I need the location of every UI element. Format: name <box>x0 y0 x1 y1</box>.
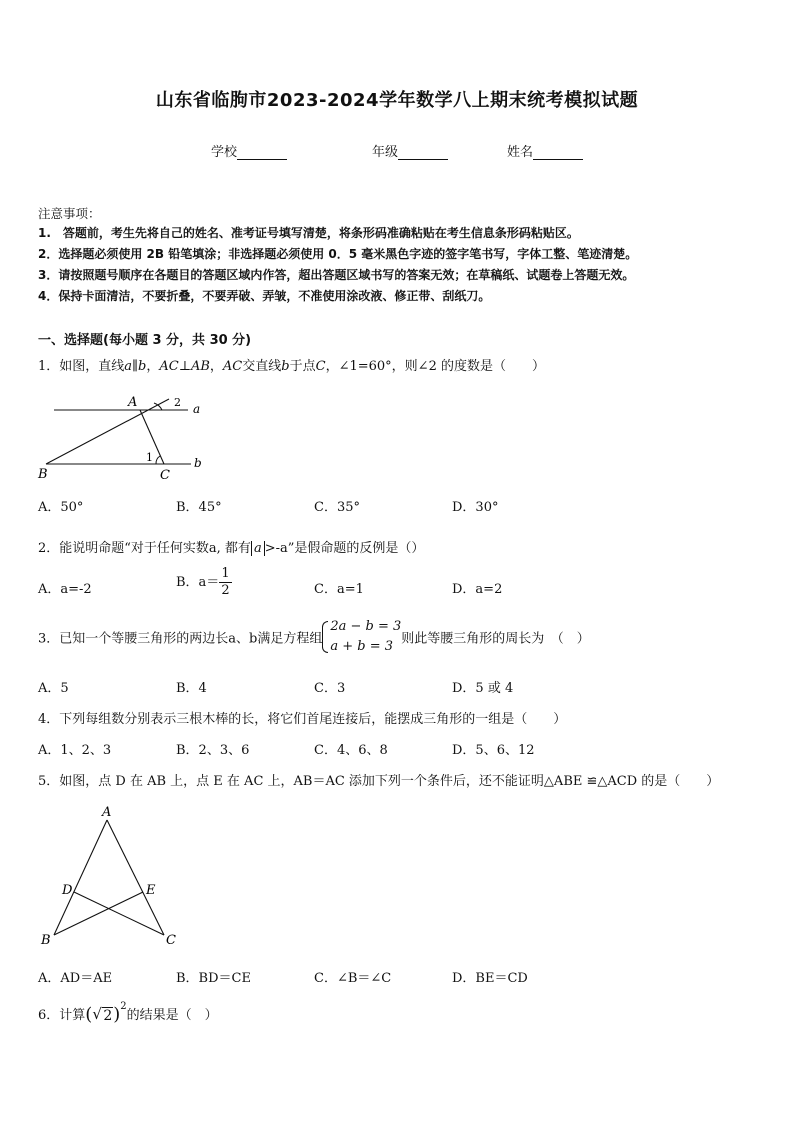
q2-option-c[interactable]: C．a=1 <box>314 582 364 597</box>
q3-text-part: 则此等腰三角形的周长为 （ ） <box>401 631 590 647</box>
q4-option-d[interactable]: D．5、6、12 <box>452 743 535 758</box>
q1-text-part: 于点 <box>289 359 316 374</box>
notes-heading: 注意事项： <box>38 206 101 221</box>
q4-option-a[interactable]: A．1、2、3 <box>38 743 112 758</box>
q3-option-c[interactable]: C．3 <box>314 681 346 696</box>
q5-option-c[interactable]: C．∠B＝∠C <box>314 971 392 986</box>
q5-figure <box>36 800 186 950</box>
q1-math: C <box>315 359 326 374</box>
q1-math: b <box>281 359 290 374</box>
label-b-point: B <box>38 467 48 482</box>
label-c-point: C <box>160 468 170 483</box>
q1-text-part: 如图，直线 <box>59 359 125 374</box>
section-heading: 一、选择题(每小题 3 分，共 30 分) <box>38 333 252 348</box>
school-field <box>211 141 287 160</box>
q2-text-part: 2．能说明命题“对于任何实数a, 都有 <box>38 541 251 556</box>
q6-expression: ( √ 2)$^2$ <box>85 1001 127 1025</box>
exponent: 2 <box>120 1001 127 1012</box>
note-item: 3．请按照题号顺序在各题目的答题区域内作答，超出答题区域书写的答案无效；在草稿纸、试题卷上答题无效。 <box>38 268 635 282</box>
q6-text-part: 的结果是（ ） <box>126 1008 218 1023</box>
question-6-text <box>38 1000 218 1030</box>
label-angle-1: 1 <box>146 451 153 464</box>
name-field <box>507 141 583 160</box>
q1-math: AC <box>222 359 243 374</box>
q2-abs-a: a <box>251 541 265 556</box>
segment-ab <box>54 820 107 935</box>
q3-option-d[interactable]: D．5 或 4 <box>452 681 514 696</box>
q5-option-d[interactable]: D．BE＝CD <box>452 971 528 986</box>
question-5-text: 5．如图，点 D 在 AB 上，点 E 在 AC 上，AB＝AC 添加下列一个条件后，还不能证明△ABE ≌△ACD 的是（ ） <box>38 774 720 789</box>
q2-option-a[interactable]: A．a=-2 <box>38 582 92 597</box>
sqrt-icon: √ <box>92 1005 102 1023</box>
exam-title: 山东省临朐市2023-2024学年数学八上期末统考模拟试题 <box>155 90 639 111</box>
q1-option-c[interactable]: C．35° <box>314 500 360 515</box>
school-blank[interactable] <box>237 145 287 160</box>
q5-option-b[interactable]: B．BD＝CE <box>176 971 251 986</box>
q1-number: 1． <box>38 359 60 374</box>
segment-cd <box>74 892 164 935</box>
label-point-c: C <box>166 933 176 948</box>
angle-1-arc <box>156 456 160 464</box>
q5-option-a[interactable]: A．AD＝AE <box>38 971 113 986</box>
q1-figure <box>36 388 216 483</box>
grade-field <box>372 141 448 160</box>
q3-equation-1: 2a − b = 3 <box>330 619 402 634</box>
question-4-text: 4．下列每组数分别表示三根木棒的长，将它们首尾连接后，能摆成三角形的一组是（ ） <box>38 712 567 727</box>
q2-option-b[interactable] <box>176 566 232 599</box>
segment-ac <box>107 820 164 935</box>
q3-text-part: 3．已知一个等腰三角形的两边长a、b满足方程组 <box>38 631 323 647</box>
fraction-denominator: 2 <box>221 583 230 598</box>
q6-text-part: 6．计算 <box>38 1008 86 1023</box>
q2-fraction <box>219 566 231 599</box>
question-3-text <box>38 617 590 657</box>
q4-option-b[interactable]: B．2、3、6 <box>176 743 250 758</box>
q4-option-c[interactable]: C．4、6、8 <box>314 743 388 758</box>
question-1-text <box>38 355 545 374</box>
q3-option-a[interactable]: A．5 <box>38 681 69 696</box>
segment-be <box>54 892 143 935</box>
radicand: 2 <box>103 1008 113 1024</box>
q1-option-b[interactable]: B．45° <box>176 500 222 515</box>
grade-label: 年级 <box>372 145 399 160</box>
q1-text-part: 交直线 <box>242 359 282 374</box>
q1-option-d[interactable]: D．30° <box>452 500 499 515</box>
q2-option-d[interactable]: D．a=2 <box>452 582 503 597</box>
label-a-point: A <box>128 395 138 410</box>
q2-option-b-label: B．a＝ <box>176 575 220 590</box>
label-point-d: D <box>62 883 73 898</box>
school-label: 学校 <box>211 145 238 160</box>
q3-equation-system <box>322 617 401 657</box>
grade-blank[interactable] <box>398 145 448 160</box>
label-point-e: E <box>146 883 156 898</box>
label-angle-2: 2 <box>174 396 181 409</box>
note-item: 1. 答题前，考生先将自己的姓名、准考证号填写清楚，将条形码准确粘贴在考生信息条形码粘贴区。 <box>38 226 579 240</box>
label-line-a: a <box>193 402 201 416</box>
label-line-b: b <box>194 456 202 470</box>
label-point-a: A <box>102 805 112 820</box>
q1-text-part: ， <box>209 359 223 374</box>
note-item: 4．保持卡面清洁，不要折叠，不要弄破、弄皱，不准使用涂改液、修正带、刮纸刀。 <box>38 289 491 303</box>
name-blank[interactable] <box>533 145 583 160</box>
q1-text-part: ，∠1=60°，则∠2 的度数是（ ） <box>325 359 545 374</box>
name-label: 姓名 <box>507 145 534 160</box>
note-item: 2．选择题必须使用 2B 铅笔填涂；非选择题必须使用 0．5 毫米黑色字迹的签字笔书写，字体工整、笔迹清楚。 <box>38 247 638 261</box>
q3-equation-2: a + b = 3 <box>330 639 394 654</box>
question-2-text <box>38 537 424 556</box>
q1-math: a∥b <box>124 359 147 374</box>
q1-option-a[interactable]: A．50° <box>38 500 84 515</box>
q1-text-part: ， <box>146 359 160 374</box>
fraction-numerator: 1 <box>221 566 230 581</box>
sqrt-expression <box>92 1005 113 1027</box>
q3-option-b[interactable]: B．4 <box>176 681 207 696</box>
q1-math: AC⊥AB <box>159 359 210 374</box>
q2-text-part: >-a”是假命题的反例是（） <box>264 541 425 556</box>
label-point-b: B <box>41 933 51 948</box>
